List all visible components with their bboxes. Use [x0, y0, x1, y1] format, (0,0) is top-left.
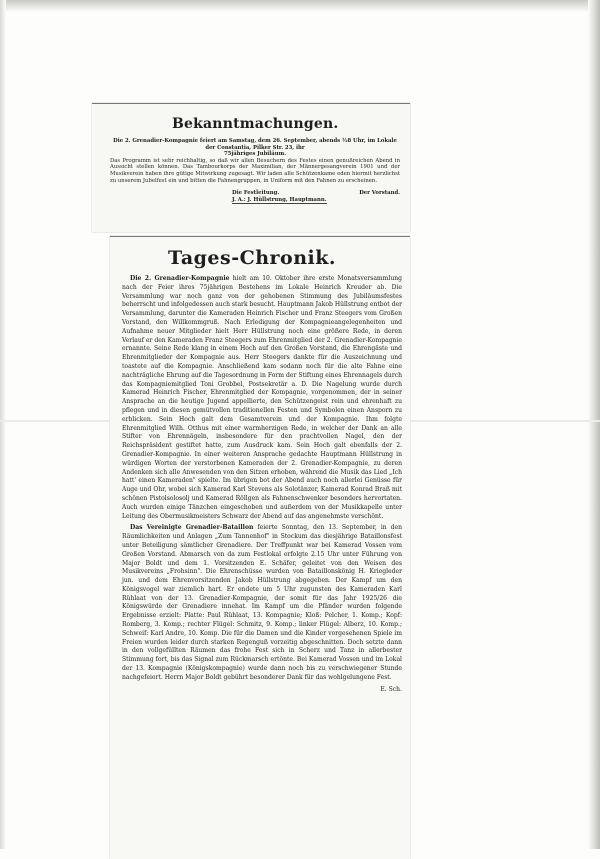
clipping-body — [110, 138, 400, 184]
clipping-title: Bekanntmachungen. — [172, 116, 339, 132]
chronik-p1-body: hielt am 10. Oktober ihre erste Monatsversammlung nach der Feier ihres 75jährigen Bestehens im Lokale Heinrich Kreuder ab. Die Versammlung war noch ganz von der gehobenen Stimmung des Jubiläumsfestes beherrscht und infolgedessen auch stark besucht. Hauptmann Jakob Hüllstrung entbot der Versammlung, darunter die Kameraden Heinrich Fischer und Franz Steegers vom Großen Vorstand, den Willkommgruß. Nach Erledigung der Kompagnieangelegenheiten und Aufnahme neuer Mitglieder hielt Herr Hüllstrung noch eine größere Rede, in deren Verlauf er den Kameraden Franz Steegers zum Ehrenmitglied der 2. Grenadier-Kompagnie ernannte. Seine Rede klang in einem Hoch auf den Großen Vorstand, die Ehrengäste und Ehrenmitglieder der Kompagnie aus. Herr Steegers dankte für die Auszeichnung und toastete auf die Kompagnie. Anschließend kam sodann noch für die alte Fahne eine nachträgliche Ehrung auf die Tagesordnung in Form der Stiftung eines Ehrennagels durch das Kompagniemitglied Toni Grobbel, Postsekretär a. D. Die Nagelung wurde durch Kamerad Heinrich Fischer, Ehrenmitglied der Kompagnie, vorgenommen, der in seiner Ansprache an die heutige Jugend appellierte, den Schützengeist rein und ehrenhaft zu pflegen und in diesen gemütvollen traditionellen Festen und Symbolen einen Ansporn zu erblicken. Sein Hoch galt dem Gesamtverein und der Kompagnie. Ihm folgte Ehrenmitglied Wilh. Otthus mit einer warmherzigen Rede, in welcher der Dank an alle Stifter von Ehrennägeln, insbesondere für den prachtvollen Nagel, den der Reichspräsident gestiftet hatte, zum Ausdruck kam. Sein Hoch galt ebenfalls der 2. Grenadier-Kompagnie. In einer weiteren Ansprache gedachte Hauptmann Hüllstrung in würdigen Worten der verstorbenen Kameraden der 2. Grenadier-Kompagnie, zu deren Andenken sich alle Anwesenden von den Sitzen erhoben, während die Musik das Lied „Ich hatt' einen Kameraden" spielte. Im übrigen bot der Abend auch noch allerlei Genüsse für Auge und Ohr, wobei sich Kamerad Karl Stevens als Solotänzer, Kamerad Konrad Braß mit schönen Pistolsolosolj und Kamerad Röllgen als Fahnenschwenker besonders hervortaten. Auch wurden einige Tänzchen eingeschoben und außerdem von der Musikkapelle unter Leitung des Obermusikmeisters Schwarz der Abend auf das angenehmste verschönt. — [122, 275, 402, 520]
clipping-text: Das Programm ist sehr reichhaltig, so daß wir allen Besuchern des Festes einen genußreichen Abend in Aussicht stellen können. Das Tambourkorps der Maximilian, der Männergesangverein 1901 und der Musikverein haben ihre gütige Mitwirkung zugesagt. Wir laden alle Schützenkame eden hiermit herzlichst zu unserem Jubelfest ein und bitten die Fahnengruppen, in Uniform mit den Fahnen zu erscheinen. — [110, 157, 400, 184]
sig-names: J. A.: J. Hüllstrung, Hauptmann. — [232, 196, 327, 203]
chronik-p1-lead: Die 2. Grenadier-Kompagnie — [130, 275, 230, 282]
chronik-text — [122, 275, 402, 694]
tages-chronik-clipping — [110, 236, 410, 859]
scan-edge-top — [0, 0, 600, 12]
chronik-paragraph-2 — [122, 524, 402, 682]
bekanntmachung-clipping — [92, 103, 410, 232]
scan-edge-right — [588, 0, 600, 849]
chronik-title: Tages-Chronik. — [168, 247, 337, 269]
clipping-intro: Die 2. Grenadier-Kompagnie feiert am Samstag, dem 26. September, abends ½8 Uhr, im Lokale der Constantia, Pilker Str. 23, ihr — [113, 138, 397, 151]
chronik-p2-lead: Das Vereinigte Grenadier-Bataillon — [130, 524, 254, 532]
sig-vorstand: Der Vorstand. — [359, 190, 400, 197]
scan-edge-left — [0, 0, 6, 849]
chronik-signature: E. Sch. — [380, 685, 402, 693]
sig-festleitung: Die Festleitung. — [232, 190, 280, 197]
chronik-paragraph-1 — [122, 275, 402, 521]
chronik-p2-body: feierte Sonntag, den 13. September, in den Räumlichkeiten und Anlagen „Zum Tannenhof" in Stockum das diesjährige Bataillonsfest unter Beteiligung sämtlicher Grenadiere. Der Treffpunkt war bei Kamerad Vossen vom Großen Vorstand. Abmarsch von da zum Festlokal erfolgte 2.15 Uhr unter Führung von Major Boldt und dem 1. Vorsitzenden E. Schäfer, geleitet von den Weisen des Musikvereins „Frohsinn". Die Ehrenschüsse wurden von Bataillonskönig H. Kriegleder jun. und dem Ehrenvorsitzenden Jakob Hüllstrung abgegeben. Der Kampf um den Königsvogel war ziemlich hart. Er endete um 5 Uhr zugunsten des Kameraden Karl Rühlaat von der 13. Grenadier-Kompagnie, der somit für das Jahr 1925/26 die Königswürde der Grenadiere innehat. Im Kampf um die Pfänder wurden folgende Ergebnisse erzielt: Platte: Paul Rühlaat, 13. Kompagnie; Kloß: Pelcher, 1. Komp.; Kopf: Romberg, 3. Komp.; rechter Flügel: Schmitz, 9. Komp.; linker Flügel: Alberz, 10. Komp.; Schweif: Karl Andre, 10. Komp. Die für die Damen und die Kinder vorgesehenen Spiele im Freien wurden leider durch starken Regenguß vorzeitig abgeschnitten. Doch setzte dann in den vollgefüllten Räumen das frohe Fest sich in Scherz und Tanz in allerbester Stimmung fort, bis das Signal zum Rückmarsch ertönte. Bei Kamerad Vossen und im Lokal der 13. Kompagnie (Königskompagnie) wurde dann noch bis zu verschwiegener Stunde nachgefeiert. Herrn Major Boldt gebührt besonderer Dank für das wohlgelungene Fest. — [122, 524, 402, 681]
clipping-signature — [232, 190, 400, 204]
clipping-jubilee: 75jähriges Jubiläum. — [223, 151, 287, 158]
